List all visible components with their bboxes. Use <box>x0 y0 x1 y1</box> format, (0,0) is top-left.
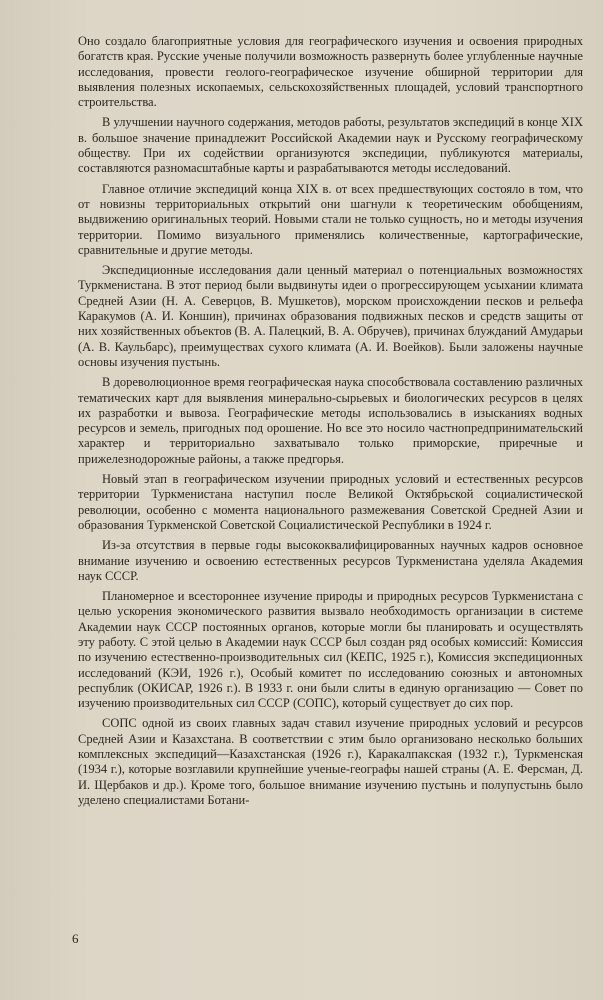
paragraph-6: Новый этап в географическом изучении природных условий и естественных ресурсов территории Туркменистана наступил после Великой Октябрьской социалистической революции, особенно с момента национального размежевания Советской Средней Азии и образования Туркменской Советской Социалистической Республики в 1924 г. <box>78 472 583 532</box>
paragraph-9: СОПС одной из своих главных задач ставил изучение природных условий и ресурсов Средней Азии и Казахстана. В соответствии с этим было организовано несколько больших комплексных экспедиций—Казахстанская (1926 г.), Каракалпакская (1932 г.), Туркменская (1934 г.), которые возглавили крупнейшие ученые-географы нашей страны (А. Е. Ферсман, Д. И. Щербаков и др.). Кроме того, большое внимание изучению пустынь и полупустынь было уделено специалистами Ботани- <box>78 716 583 807</box>
paragraph-2: В улучшении научного содержания, методов работы, результатов экспедиций в конце XIX в. большое значение принадлежит Российской Академии наук и Русскому географическому обществу. При их содействии организуются экспедиции, публикуются материалы, составляются разномасштабные карты и разрабатываются методы исследований. <box>78 115 583 176</box>
page-number: 6 <box>72 931 79 946</box>
paragraph-3: Главное отличие экспедиций конца XIX в. от всех предшествующих состояло в том, что от новизны территориальных открытий они шагнули к теоретическим обобщениям, выдвижению оригинальных теорий. Новыми стали не только сущность, но и методы изучения территории. Помимо визуального применялись количественные, картографические, сравнительные и другие методы. <box>78 181 583 257</box>
paragraph-5: В дореволюционное время географическая наука способствовала составлению различных тематических карт для выявления минерально-сырьевых и биологических ресурсов в целях их разработки и вывоза. Географические методы использовались в изысканиях водных ресурсов и земель, пригодных под орошение. Но все это носило частнопредпринимательский характер и территориально захватывало только приморские, приречные и прижелезнодорожные районы, а также предгорья. <box>78 375 583 466</box>
paragraph-1: Оно создало благоприятные условия для географического изучения и освоения природных богатств края. Русские ученые получили возможность развернуть более углубленные научные исследования, провести геолого-географическое изучение обширной территории для выявления полезных ископаемых, сельскохозяйственных площадей, условий транспортного строительства. <box>78 34 583 110</box>
paragraph-7: Из-за отсутствия в первые годы высококвалифицированных научных кадров основное внимание изучению и освоению естественных ресурсов Туркменистана уделяла Академия наук СССР. <box>78 538 583 583</box>
body-text <box>78 34 583 813</box>
paragraph-4: Экспедиционные исследования дали ценный материал о потенциальных возможностях Туркменистана. В этот период были выдвинуты идеи о прогрессирующем усыхании климата Средней Азии (Н. А. Северцов, В. Мушкетов), морском происхождении песков и рельефа Каракумов (А. И. Коншин), причинах образования подвижных песков и средств защиты от них хозяйственных объектов (В. А. Палецкий, В. А. Обручев), причинах блужданий Амударьи (А. В. Каульбарс), преимуществах сухого климата (А. И. Воейков). Были заложены научные основы изучения пустынь. <box>78 263 583 369</box>
paragraph-8: Планомерное и всестороннее изучение природы и природных ресурсов Туркменистана с целью ускорения экономического развития вызвало необходимость организации в системе Академии наук СССР постоянных органов, которые могли бы планировать и осуществлять эту работу. С этой целью в Академии наук СССР был создан ряд особых комиссий: Комиссия по изучению естественно-производительных сил (КЕПС, 1925 г.), Комиссия экспедиционных исследований (КЭИ, 1926 г.), Особый комитет по исследованию союзных и автономных республик (ОКИСАР, 1926 г.). В 1933 г. они были слиты в единую организацию — Совет по изучению производительных сил СССР (СОПС), который существует до сих пор. <box>78 589 583 711</box>
